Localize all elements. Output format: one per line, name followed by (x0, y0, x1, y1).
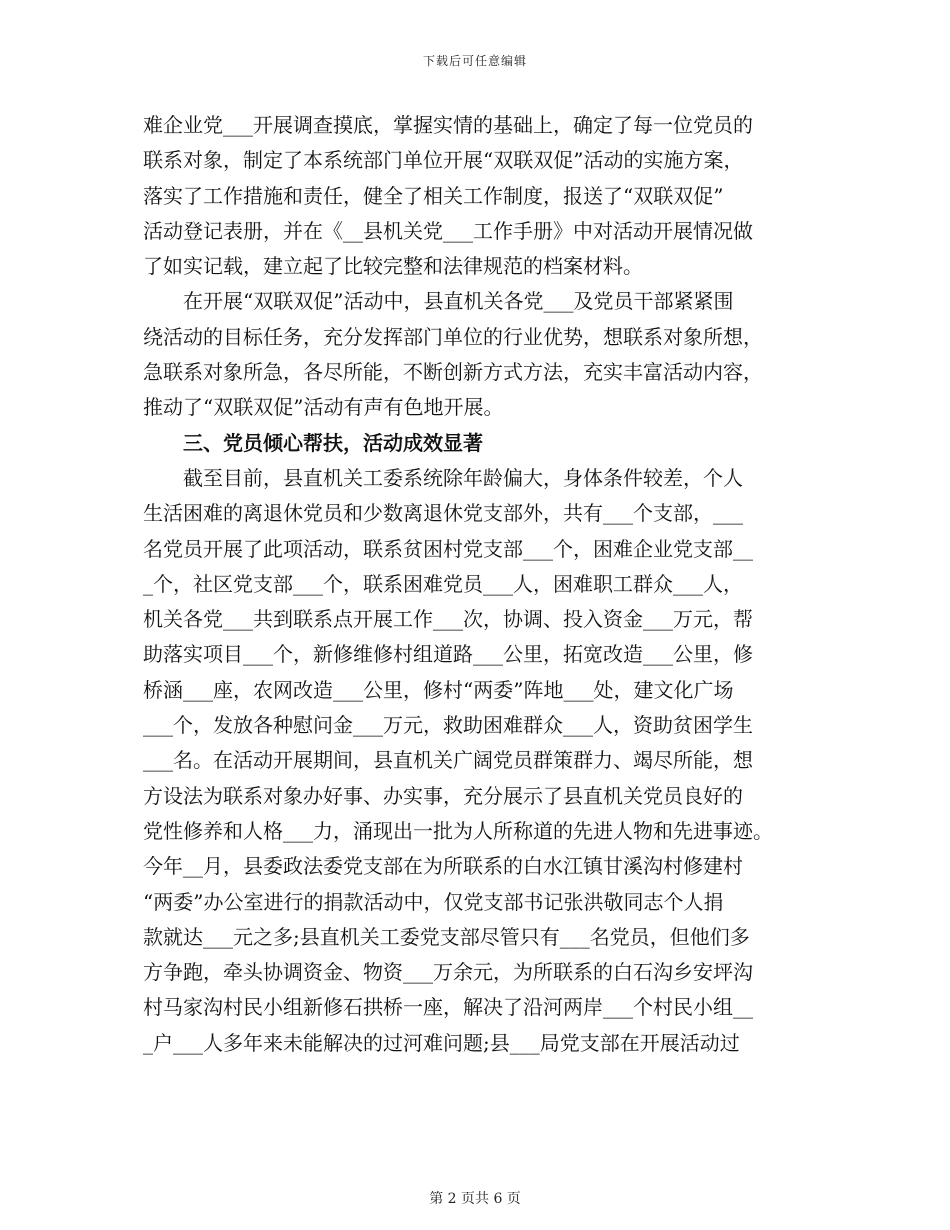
text-line: 活动登记表册，并在《__县机关党___工作手册》中对活动开展情况做 (143, 218, 753, 243)
text-line: 生活困难的离退休党员和少数离退休党支部外，共有___个支部，___ (143, 501, 743, 526)
page-header: 下载后可任意编辑 (422, 54, 527, 68)
paragraph-3 (143, 461, 823, 1061)
text-line: 方设法为联系对象办好事、办实事，充分展示了县直机关党员良好的 (143, 783, 743, 808)
page-number: 第 2 页共 6 页 (429, 1191, 521, 1207)
text-line: 绕活动的目标任务，充分发挥部门单位的行业优势，想联系对象所想， (143, 324, 763, 349)
text-line: 村马家沟村民小组新修石拱桥一座，解决了沿河两岸___个村民小组__ (143, 995, 753, 1020)
text-line: _户___人多年来未能解决的过河难问题;县___局党支部在开展活动过 (143, 1030, 740, 1055)
text-line: 了如实记载，建立起了比较完整和法律规范的档案材料。 (143, 254, 643, 279)
text-line: 桥涵___座，农网改造___公里，修村“两委”阵地___处，建文化广场 (143, 677, 734, 702)
heading-text: 三、党员倾心帮扶，活动成效显著 (183, 430, 483, 455)
text-line: 难企业党___开展调查摸底，掌握实情的基础上，确定了每一位党员的 (143, 113, 753, 137)
text-line: “两委”办公室进行的捐款活动中，仅党支部书记张洪敬同志个人捐 (143, 889, 724, 914)
section-heading (143, 426, 823, 461)
text-line: 在开展“双联双促”活动中，县直机关各党___及党员干部紧紧围 (183, 289, 734, 314)
text-line: 今年__月，县委政法委党支部在为所联系的白水江镇甘溪沟村修建村 (143, 854, 743, 879)
text-line: ___名。在活动开展期间，县直机关广阔党员群策群力、竭尽所能，想 (143, 748, 753, 773)
document-body (143, 108, 823, 1061)
text-line: 名党员开展了此项活动，联系贫困村党支部___个，困难企业党支部__ (143, 536, 753, 561)
text-line: 助落实项目___个，新修维修村组道路___公里，拓宽改造___公里，修 (143, 642, 753, 667)
text-line: 机关各党___共到联系点开展工作___次，协调、投入资金___万元，帮 (143, 607, 753, 632)
text-line: 联系对象，制定了本系统部门单位开展“双联双促”活动的实施方案， (143, 148, 744, 173)
paragraph-1 (143, 108, 823, 284)
text-line: 方争跑，牵头协调资金、物资___万余元，为所联系的白石沟乡安坪沟 (143, 960, 753, 985)
text-line: 党性修养和人格___力，涌现出一批为人所称道的先进人物和先进事迹。 (143, 818, 773, 843)
text-line: _个，社区党支部___个，联系困难党员___人，困难职工群众___人， (143, 571, 743, 596)
text-line: ___个，发放各种慰问金___万元，救助困难群众___人，资助贫困学生 (143, 713, 753, 738)
paragraph-2 (143, 284, 823, 425)
text-line: 急联系对象所急，各尽所能，不断创新方式方法，充实丰富活动内容， (143, 360, 763, 385)
text-line: 款就达___元之多;县直机关工委党支部尽管只有___名党员，但他们多 (143, 924, 750, 949)
text-line: 推动了“双联双促”活动有声有色地开展。 (143, 395, 504, 420)
text-line: 落实了工作措施和责任，健全了相关工作制度，报送了“双联双促” (143, 183, 724, 208)
text-line: 截至目前，县直机关工委系统除年龄偏大，身体条件较差，个人 (183, 465, 743, 490)
